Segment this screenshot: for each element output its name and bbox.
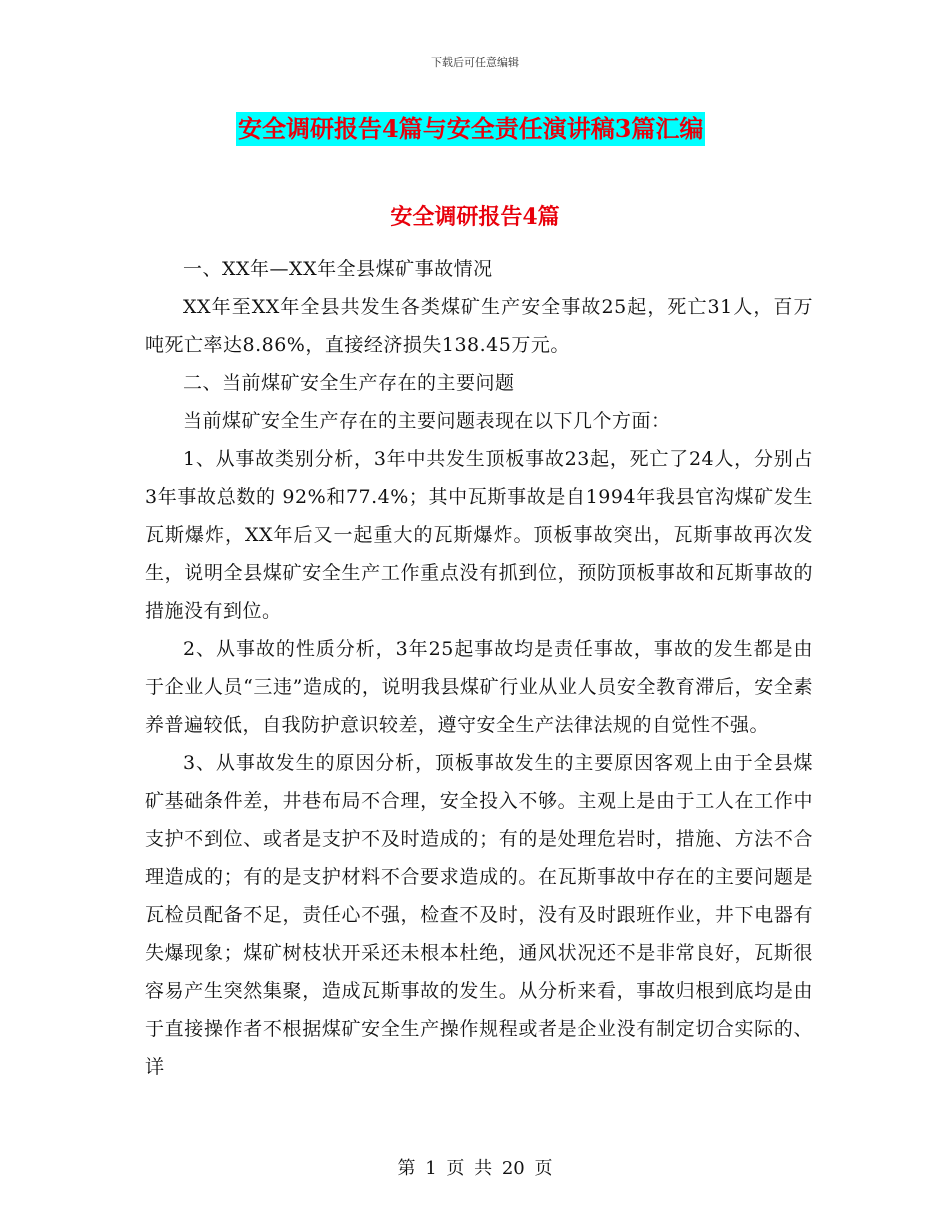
document-title: 安全调研报告4篇与安全责任演讲稿3篇汇编 [236, 112, 705, 146]
page-header-note: 下载后可任意编辑 [431, 56, 519, 69]
paragraph-accident-summary: XX年至XX年全县共发生各类煤矿生产安全事故25起，死亡31人，百万吨死亡率达8.86%，直接经济损失138.45万元。 [145, 296, 813, 356]
section-title: 安全调研报告4篇 [390, 204, 560, 230]
paragraph-point-1: 1、从事故类别分析，3年中共发生顶板事故23起，死亡了24人，分别占3年事故总数的 92%和77.4%；其中瓦斯事故是自1994年我县官沟煤矿发生瓦斯爆炸，XX年后又一起重大的瓦斯爆炸。顶板事故突出，瓦斯事故再次发生，说明全县煤矿安全生产工作重点没有抓到位，预防顶板事故和瓦斯事故的措施没有到位。 [145, 448, 813, 622]
paragraph-heading-2: 二、当前煤矿安全生产存在的主要问题 [183, 372, 515, 394]
paragraph-heading-1: 一、XX年—XX年全县煤矿事故情况 [183, 258, 493, 280]
paragraph-point-3: 3、从事故发生的原因分析，顶板事故发生的主要原因客观上由于全县煤矿基础条件差，井巷布局不合理，安全投入不够。主观上是由于工人在工作中支护不到位、或者是支护不及时造成的；有的是处理危岩时，措施、方法不合理造成的；有的是支护材料不合要求造成的。在瓦斯事故中存在的主要问题是瓦检员配备不足，责任心不强，检查不及时，没有及时跟班作业，井下电器有失爆现象；煤矿树枝状开采还未根本杜绝，通风状况还不是非常良好，瓦斯很容易产生突然集聚，造成瓦斯事故的发生。从分析来看，事故归根到底均是由于直接操作者不根据煤矿安全生产操作规程或者是企业没有制定切合实际的、详 [145, 752, 813, 1078]
paragraph-problems-intro: 当前煤矿安全生产存在的主要问题表现在以下几个方面： [183, 410, 671, 432]
paragraph-point-2: 2、从事故的性质分析，3年25起事故均是责任事故，事故的发生都是由于企业人员“三违”造成的，说明我县煤矿行业从业人员安全教育滞后，安全素养普遍较低，自我防护意识较差，遵守安全生产法律法规的自觉性不强。 [145, 638, 813, 736]
page-number: 第 1 页 共 20 页 [397, 1158, 553, 1179]
document-body [145, 250, 813, 1086]
